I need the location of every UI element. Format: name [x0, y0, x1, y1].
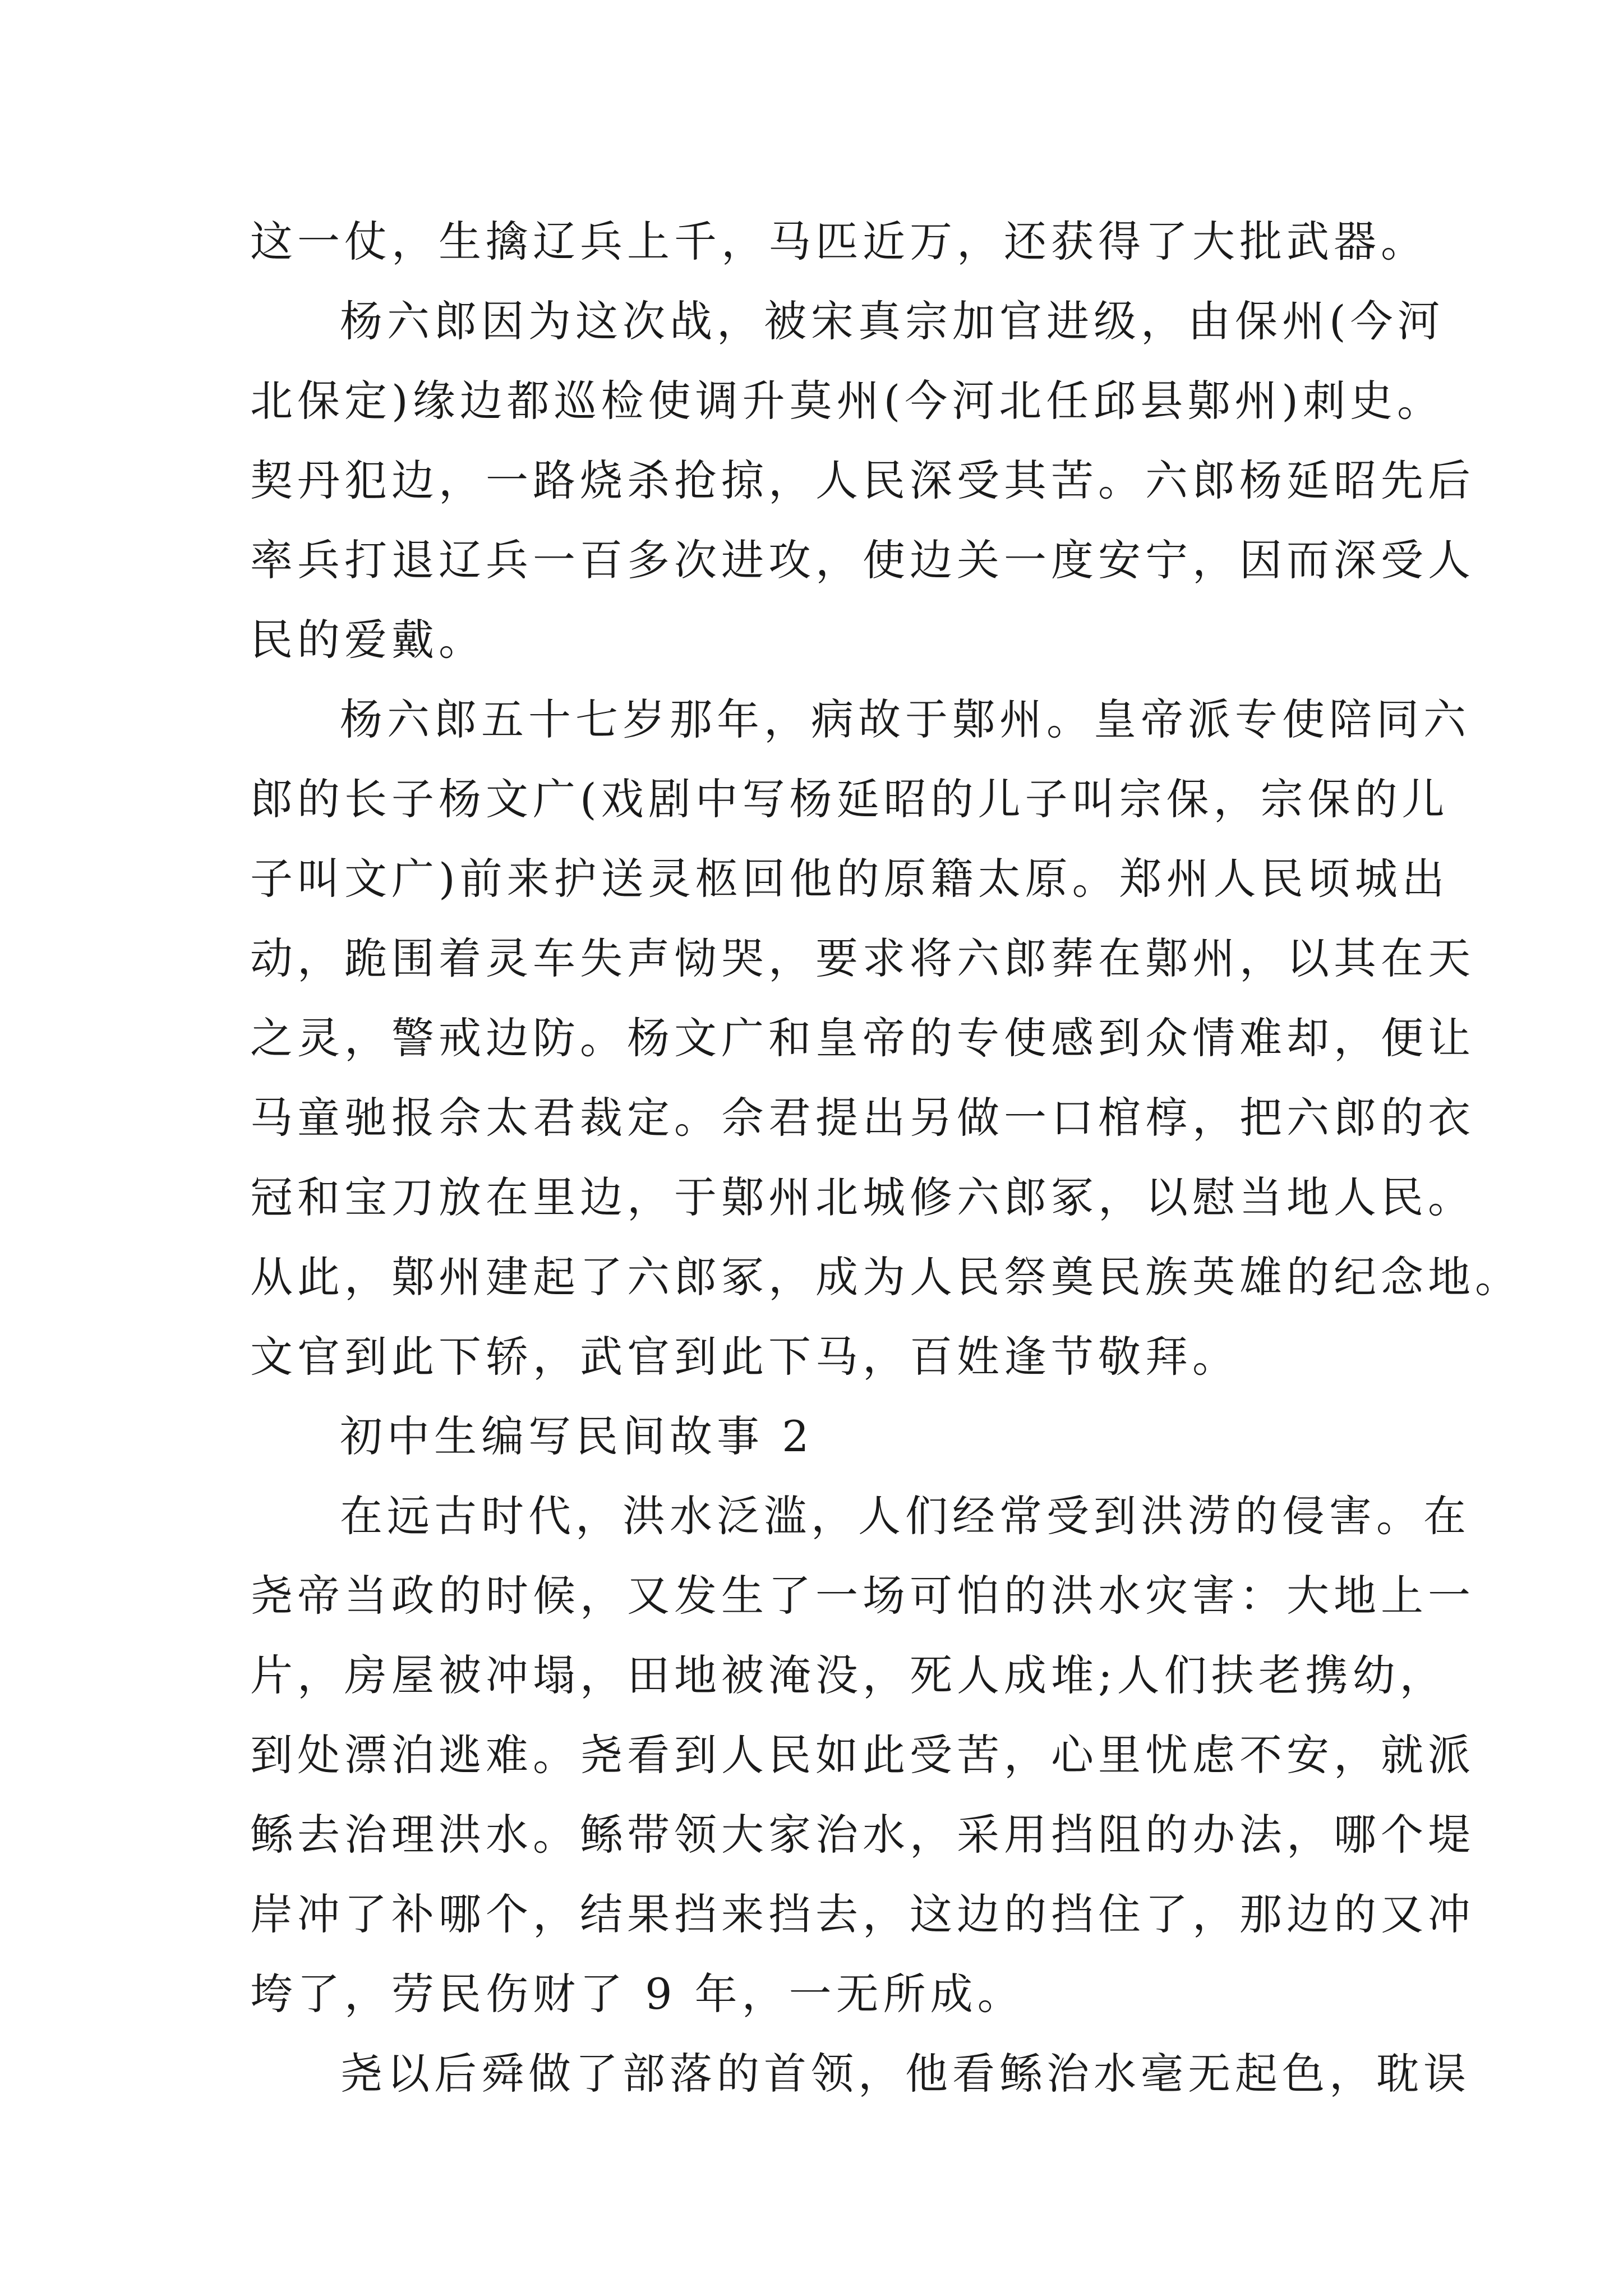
text-line: 动，跪围着灵车失声恸哭，要求将六郎葬在鄚州，以其在天	[250, 933, 1475, 983]
text-line: 子叫文广)前来护送灵柩回他的原籍太原。郑州人民顷城出	[250, 854, 1449, 904]
paragraph-start-line: 杨六郎因为这次战，被宋真宗加官进级，由保州(今河	[340, 296, 1445, 346]
text-line: 之灵，警戒边防。杨文广和皇帝的专使感到众情难却，便让	[250, 1013, 1475, 1063]
text-line: 这一仗，生擒辽兵上千，马匹近万，还获得了大批武器。	[250, 217, 1428, 266]
text-line: 契丹犯边，一路烧杀抢掠，人民深受其苦。六郎杨延昭先后	[250, 455, 1475, 505]
text-line: 片，房屋被冲塌，田地被淹没，死人成堆;人们扶老携幼，	[250, 1650, 1447, 1700]
text-line: 北保定)缘边都巡检使调升莫州(今河北任邱县鄚州)刺史。	[250, 376, 1444, 426]
text-line: 冠和宝刀放在里边，于鄚州北城修六郎冢，以慰当地人民。	[250, 1172, 1475, 1222]
text-line: 民的爱戴。	[250, 615, 486, 665]
text-line: 文官到此下轿，武官到此下马，百姓逢节敬拜。	[250, 1332, 1239, 1382]
paragraph-start-line: 在远古时代，洪水泛滥，人们经常受到洪涝的侵害。在	[340, 1491, 1470, 1541]
text-line: 垮了，劳民伤财了 9 年，一无所成。	[250, 1969, 1025, 2019]
text-line: 鲧去治理洪水。鲧带领大家治水，采用挡阻的办法，哪个堤	[250, 1810, 1475, 1860]
paragraph-start-line: 尧以后舜做了部落的首领，他看鲧治水毫无起色，耽误	[340, 2049, 1470, 2099]
text-line: 尧帝当政的时候，又发生了一场可怕的洪水灾害：大地上一	[250, 1571, 1475, 1621]
text-line: 郎的长子杨文广(戏剧中写杨延昭的儿子叫宗保，宗保的儿	[250, 774, 1449, 824]
text-line: 率兵打退辽兵一百多次进攻，使边关一度安宁，因而深受人	[250, 535, 1475, 585]
section-heading: 初中生编写民间故事 2	[340, 1411, 814, 1461]
text-line: 到处漂泊逃难。尧看到人民如此受苦，心里忧虑不安，就派	[250, 1730, 1475, 1780]
paragraph-start-line: 杨六郎五十七岁那年，病故于鄚州。皇帝派专使陪同六	[340, 694, 1470, 744]
text-line: 岸冲了补哪个，结果挡来挡去，这边的挡住了，那边的又冲	[250, 1889, 1475, 1939]
text-line: 从此，鄚州建起了六郎冢，成为人民祭奠民族英雄的纪念地。	[250, 1252, 1522, 1302]
text-line: 马童驰报佘太君裁定。佘君提出另做一口棺椁，把六郎的衣	[250, 1093, 1475, 1143]
document-body	[250, 202, 1522, 2114]
